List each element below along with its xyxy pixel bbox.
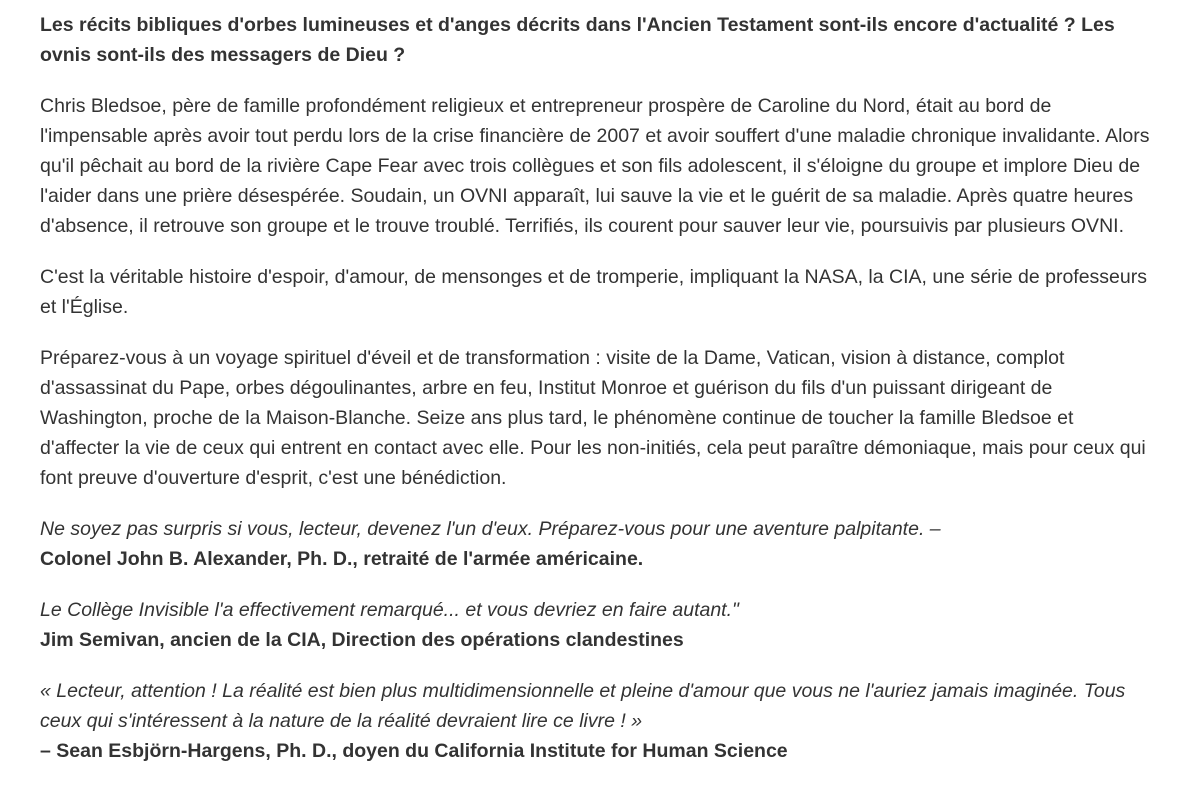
endorsement-author: Colonel John B. Alexander, Ph. D., retraité de l'armée américaine. [40,548,644,570]
story-paragraph: C'est la véritable histoire d'espoir, d'amour, de mensonges et de tromperie, impliquant la NASA, la CIA, une série de professeurs et l'Église. [40,266,1147,318]
endorsement-author: Jim Semivan, ancien de la CIA, Direction des opérations clandestines [40,629,684,651]
story-paragraph: Préparez-vous à un voyage spirituel d'éveil et de transformation : visite de la Dame, Vatican, vision à distance, complot d'assassinat du Pape, orbes dégoulinantes, arbre en feu, Institut Monroe et guérison du fils d'un puissant dirigeant de Washington, proche de la Maison-Blanche. Seize ans plus tard, le phénomène continue de toucher la famille Bledsoe et d'affecter la vie de ceux qui entrent en contact avec elle. Pour les non-initiés, cela peut paraître démoniaque, mais pour ceux qui font preuve d'ouverture d'esprit, c'est une bénédiction. [40,347,1146,489]
endorsement-quote: « Lecteur, attention ! La réalité est bien plus multidimensionnelle et pleine d'amour que vous ne l'auriez jamais imaginée. Tous ceux qui s'intéressent à la nature de la réalité devraient lire ce livre ! » [40,680,1126,732]
endorsement-author: – Sean Esbjörn-Hargens, Ph. D., doyen du California Institute for Human Science [40,740,788,762]
endorsement [40,676,1155,766]
story-paragraph: Chris Bledsoe, père de famille profondément religieux et entrepreneur prospère de Caroline du Nord, était au bord de l'impensable après avoir tout perdu lors de la crise financière de 2007 et avoir souffert d'une maladie chronique invalidante. Alors qu'il pêchait au bord de la rivière Cape Fear avec trois collègues et son fils adolescent, il s'éloigne du groupe et implore Dieu de l'aider dans une prière désespérée. Soudain, un OVNI apparaît, lui sauve la vie et le guérit de sa maladie. Après quatre heures d'absence, il retrouve son groupe et le trouve troublé. Terrifiés, ils courent pour sauver leur vie, poursuivis par plusieurs OVNI. [40,95,1150,237]
endorsement [40,595,1155,655]
endorsement-quote: Le Collège Invisible l'a effectivement remarqué... et vous devriez en faire autant." [40,599,739,621]
lead-question: Les récits bibliques d'orbes lumineuses et d'anges décrits dans l'Ancien Testament sont-ils encore d'actualité ? Les ovnis sont-ils des messagers de Dieu ? [40,14,1115,66]
endorsement-quote: Ne soyez pas surpris si vous, lecteur, devenez l'un d'eux. Préparez-vous pour une aventure palpitante. – [40,518,941,540]
endorsement [40,514,1155,574]
